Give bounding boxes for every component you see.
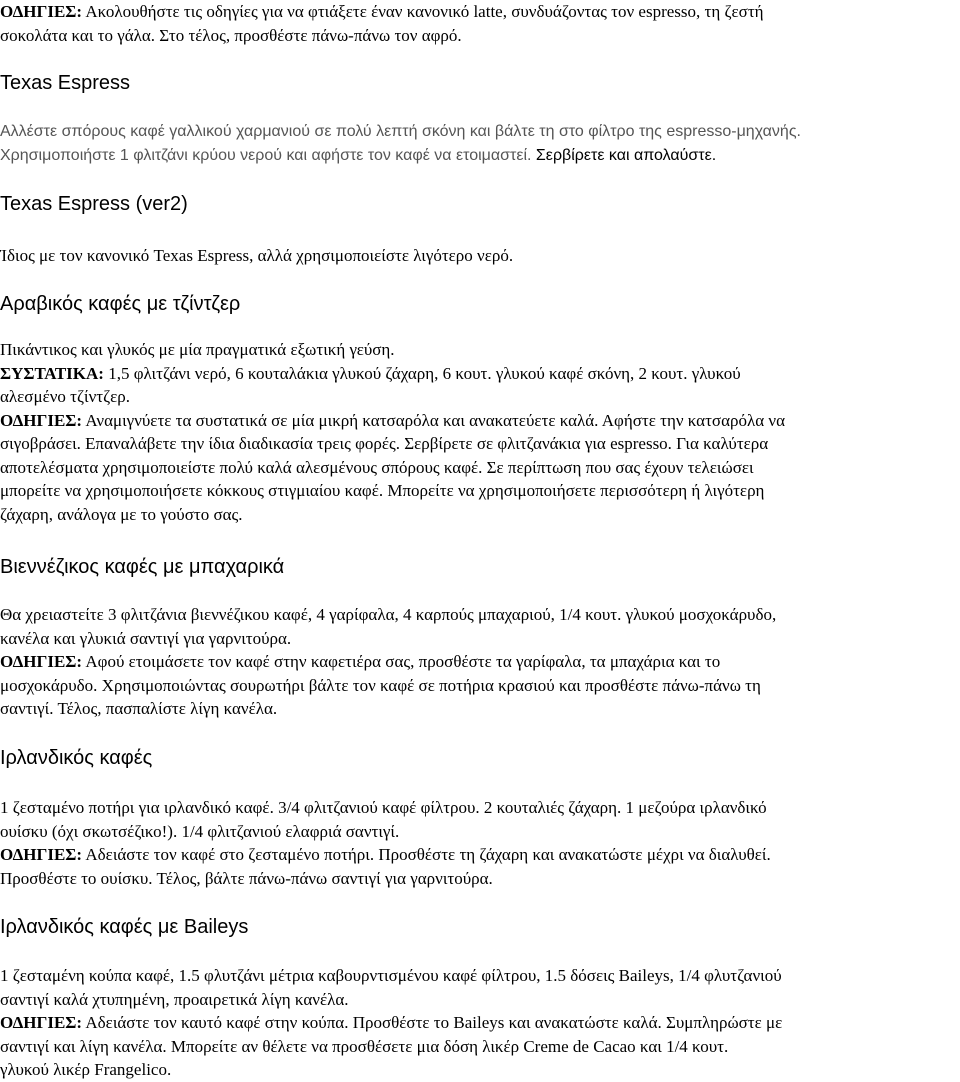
irish-instr-line-1: Αδειάστε τον καφέ στο ζεσταμένο ποτήρι. Προσθέστε τη ζάχαρη και ανακατώστε μέχρι να διαλυθεί. <box>82 845 771 864</box>
section-title-texas-espress: Texas Espress <box>0 72 131 94</box>
viennese-line-2: κανέλα και γλυκιά σαντιγί για γαρνιτούρα. <box>0 628 292 648</box>
viennese-line-1: Θα χρειαστείτε 3 φλιτζάνια βιεννέζικου καφέ, 4 γαρίφαλα, 4 καρπούς μπαχαριού, 1/4 κουτ. γλυκού μοσχοκάρυδο, <box>0 605 777 624</box>
intro-line-2: σοκολάτα και το γάλα. Στο τέλος, προσθέστε πάνω-πάνω τον αφρό. <box>0 25 462 45</box>
arabic-instr-line-1: Αναμιγνύετε τα συστατικά σε μία μικρή κατσαρόλα και ανακατεύετε καλά. Αφήστε την κατσαρόλα να <box>82 410 785 430</box>
intro-paragraph <box>0 0 960 47</box>
baileys-paragraph <box>0 964 960 1082</box>
section-title-arabic-coffee: Αραβικός καφές με τζίντζερ <box>0 293 241 315</box>
viennese-paragraph <box>0 603 960 721</box>
arabic-ingredients-line-2: αλεσμένο τζίντζερ. <box>0 387 131 406</box>
section-title-texas-espress-ver2: Texas Espress (ver2) <box>0 193 188 215</box>
instructions-label: ΟΔΗΓΙΕΣ: <box>0 652 83 671</box>
arabic-instr-line-4: μπορείτε να χρησιμοποιήσετε κόκκους στιγμιαίου καφέ. Μπορείτε να χρησιμοποιήσετε περισσότερη ή λιγότερη <box>0 481 765 500</box>
section-title-irish-coffee-baileys: Ιρλανδικός καφές με Baileys <box>0 916 249 938</box>
arabic-instr-line-3: αποτελέσματα χρησιμοποιείστε πολύ καλά αλεσμένους σπόρους καφέ. Σε περίπτωση που σας έχουν τελειώσει <box>0 457 754 477</box>
texas-line-2a: Χρησιμοποιήστε 1 φλιτζάνι κρύου νερού και αφήστε τον καφέ να ετοιμαστεί. <box>0 146 532 164</box>
arabic-line-1: Πικάντικος και γλυκός με μία πραγματικά εξωτική γεύση. <box>0 340 395 359</box>
intro-line-1: Ακολουθήστε τις οδηγίες για να φτιάξετε έναν κανονικό latte, συνδυάζοντας τον espresso, τη ζεστή <box>82 2 764 21</box>
section-title-irish-coffee: Ιρλανδικός καφές <box>0 747 153 769</box>
baileys-line-2: σαντιγί καλά χτυπημένη, προαιρετικά λίγη κανέλα. <box>0 989 349 1009</box>
viennese-instr-line-1: Αφού ετοιμάσετε τον καφέ στην καφετιέρα σας, προσθέστε τα γαρίφαλα, τα μπαχάρια και το <box>82 652 721 671</box>
instructions-label: ΟΔΗΓΙΕΣ: <box>0 845 83 864</box>
instructions-label: ΟΔΗΓΙΕΣ: <box>0 1013 83 1032</box>
arabic-paragraph <box>0 338 960 526</box>
texas2-paragraph <box>0 244 960 268</box>
viennese-instr-line-2: μοσχοκάρυδο. Χρησιμοποιώντας σουρωτήρι βάλτε τον καφέ σε ποτήρια κρασιού και προσθέστε πάνω-πάνω τη <box>0 675 761 695</box>
irish-line-2: ουίσκυ (όχι σκωτσέζικο!). 1/4 φλιτζανιού ελαφριά σαντιγί. <box>0 821 400 841</box>
texas-line-1: Αλλέστε σπόρους καφέ γαλλικού χαρμανιού σε πολύ λεπτή σκόνη και βάλτε τη στο φίλτρο της espresso-μηχανής. <box>0 123 801 140</box>
baileys-instr-line-2: σαντιγί και λίγη κανέλα. Μπορείτε αν θέλετε να προσθέσετε μια δόση λικέρ Creme de Cacao και 1/4 κουτ. <box>0 1036 729 1056</box>
viennese-instr-line-3: σαντιγί. Τέλος, πασπαλίστε λίγη κανέλα. <box>0 699 278 718</box>
baileys-instr-line-1: Αδειάστε τον καυτό καφέ στην κούπα. Προσθέστε το Baileys και ανακατώστε καλά. Συμπληρώστε με <box>82 1013 783 1032</box>
baileys-instr-line-3: γλυκού λικέρ Frangelico. <box>0 1060 172 1079</box>
section-title-viennese-coffee: Βιεννέζικος καφές με μπαχαρικά <box>0 556 285 578</box>
arabic-instr-line-2: σιγοβράσει. Επαναλάβετε την ίδια διαδικασία τρεις φορές. Σερβίρετε σε φλιτζανάκια για espresso. Για καλύτερα <box>0 434 769 453</box>
texas2-line-1: Ίδιος με τον κανονικό Texas Espress, αλλά χρησιμοποιείστε λιγότερο νερό. <box>0 246 514 265</box>
irish-instr-line-2: Προσθέστε το ουίσκυ. Τέλος, βάλτε πάνω-πάνω σαντιγί για γαρνιτούρα. <box>0 868 493 888</box>
irish-line-1: 1 ζεσταμένο ποτήρι για ιρλανδικό καφέ. 3/4 φλιτζανιού καφέ φίλτρου. 2 κουταλιές ζάχαρη. 1 μεζούρα ιρλανδικό <box>0 798 767 817</box>
irish-paragraph <box>0 796 960 890</box>
arabic-ingredients-line-1: 1,5 φλιτζάνι νερό, 6 κουταλάκια γλυκού ζάχαρη, 6 κουτ. γλυκού καφέ σκόνη, 2 κουτ. γλυκού <box>103 363 741 383</box>
texas-line-2b: Σερβίρετε και απολαύστε. <box>531 146 717 164</box>
arabic-instr-line-5: ζάχαρη, ανάλογα με το γούστο σας. <box>0 504 243 524</box>
texas-paragraph <box>0 120 960 167</box>
instructions-label: ΟΔΗΓΙΕΣ: <box>0 2 83 21</box>
instructions-label: ΟΔΗΓΙΕΣ: <box>0 410 83 430</box>
baileys-line-1: 1 ζεσταμένη κούπα καφέ, 1.5 φλυτζάνι μέτρια καβουρντισμένου καφέ φίλτρου, 1.5 δόσεις Baileys, 1/4 φλυτζανιού <box>0 966 782 985</box>
ingredients-label: ΣΥΣΤΑΤΙΚΑ: <box>0 363 104 383</box>
